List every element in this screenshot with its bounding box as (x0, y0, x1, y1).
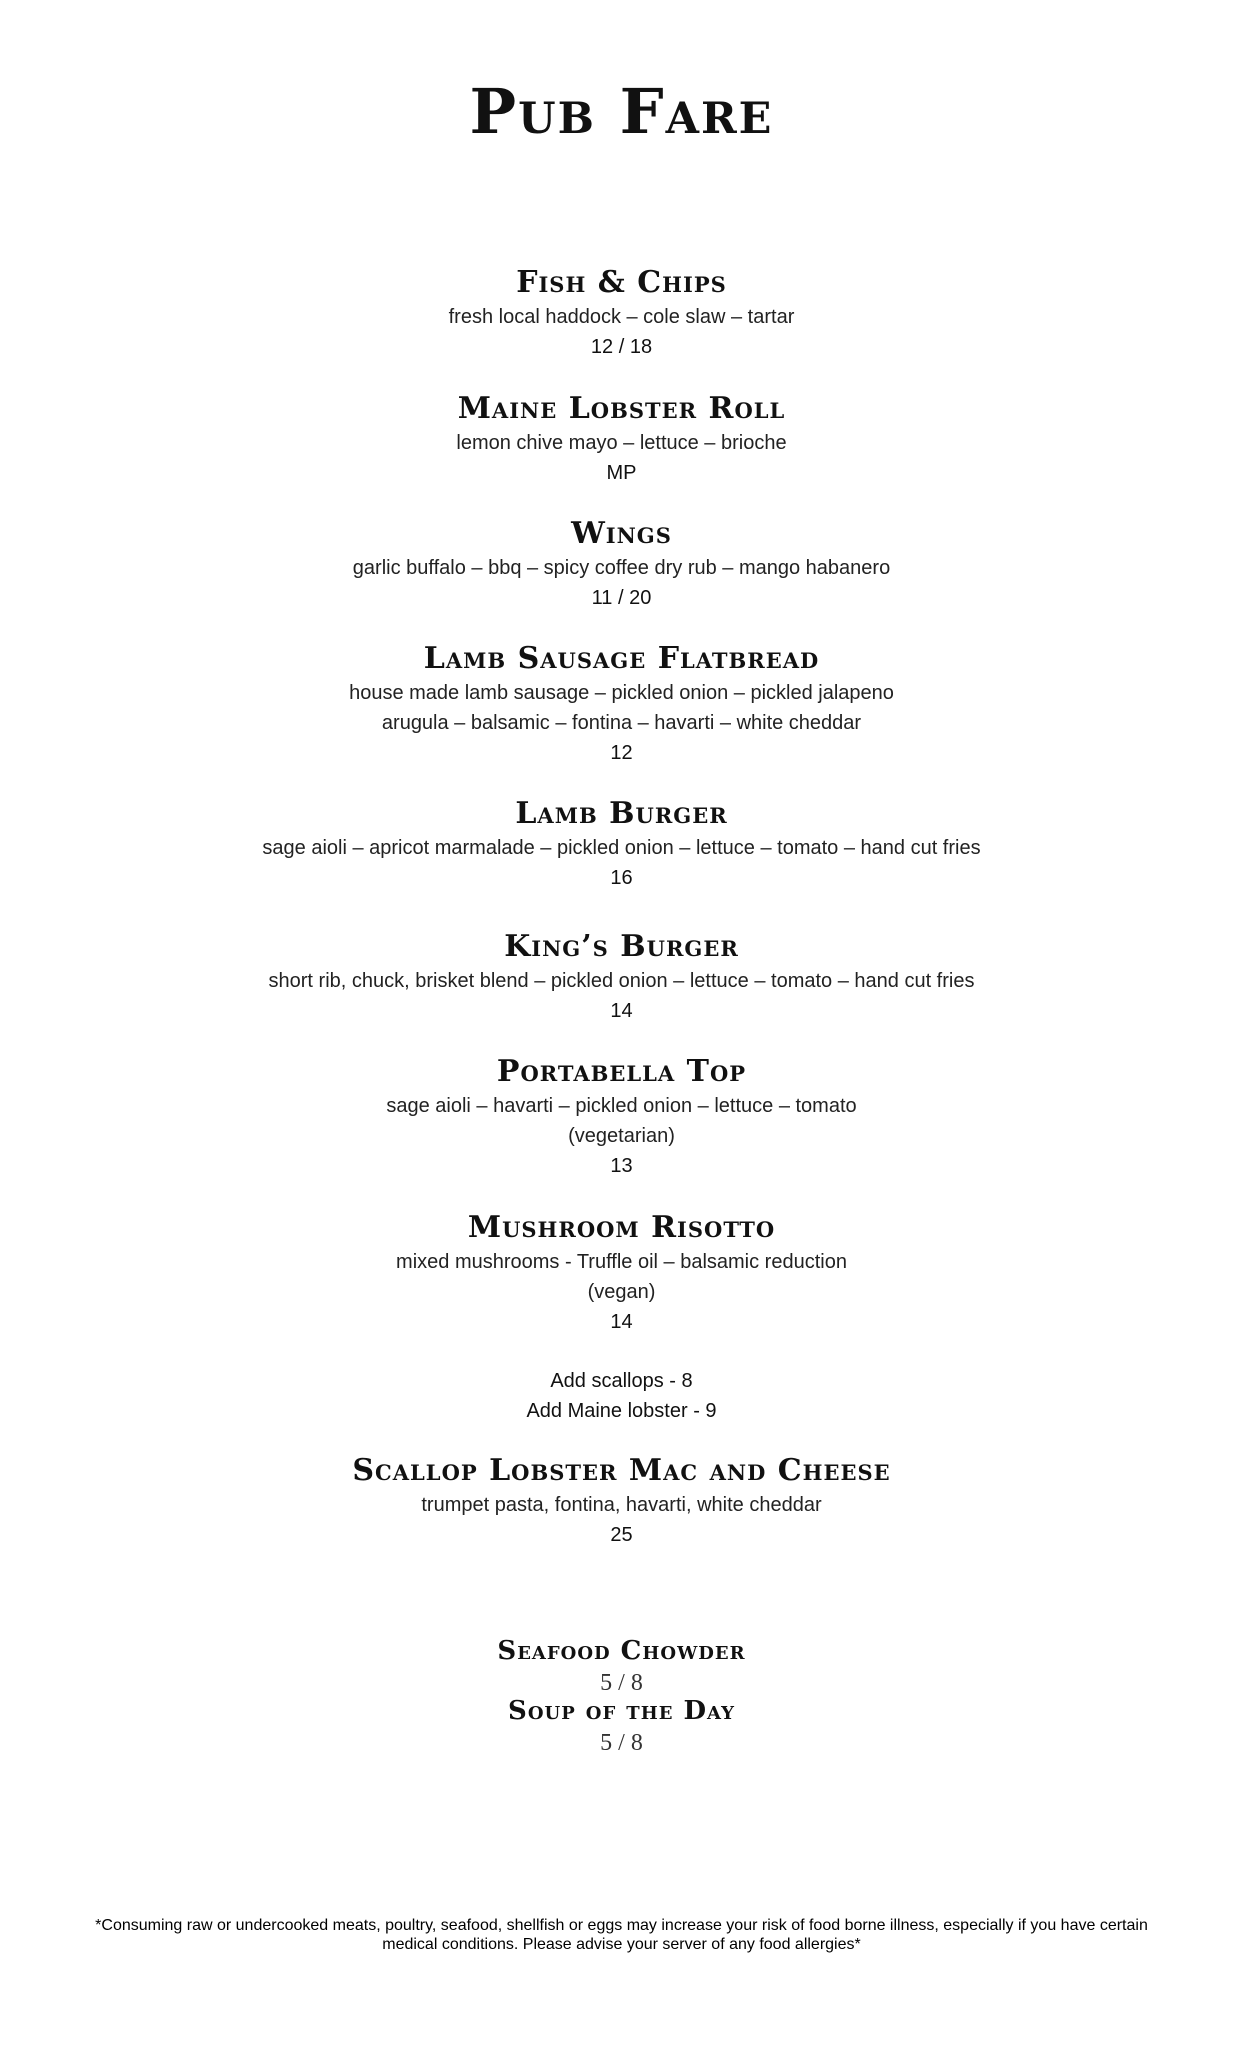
item-description: sage aioli – havarti – pickled onion – lettuce – tomato (386, 1095, 857, 1117)
item-name: Lamb Burger (515, 796, 728, 831)
item-description: garlic buffalo – bbq – spicy coffee dry rub – mango habanero (352, 557, 891, 579)
addon-option: Add Maine lobster - 9 (526, 1400, 717, 1422)
item-price: 25 (610, 1524, 633, 1546)
addon-option: Add scallops - 8 (550, 1370, 693, 1392)
item-description: trumpet pasta, fontina, havarti, white cheddar (421, 1494, 822, 1516)
soup-name: Seafood Chowder (497, 1636, 746, 1666)
item-description: house made lamb sausage – pickled onion – pickled jalapeno (349, 682, 894, 704)
item-price: MP (606, 462, 637, 484)
item-price: 14 (610, 1000, 633, 1022)
item-price: 12 / 18 (590, 336, 653, 358)
item-name: Wings (571, 516, 672, 551)
item-name: Mushroom Risotto (467, 1210, 776, 1245)
item-name: Scallop Lobster Mac and Cheese (352, 1453, 891, 1488)
item-description: mixed mushrooms - Truffle oil – balsamic reduction (396, 1251, 847, 1273)
item-price: 13 (610, 1155, 633, 1177)
item-name: King’s Burger (504, 929, 739, 964)
item-description: arugula – balsamic – fontina – havarti – white cheddar (381, 712, 862, 734)
item-price: 11 / 20 (591, 587, 652, 609)
item-description: sage aioli – apricot marmalade – pickled onion – lettuce – tomato – hand cut fries (262, 837, 981, 859)
item-name: Portabella Top (496, 1054, 747, 1089)
item-name: Fish & Chips (516, 265, 727, 300)
item-price: 14 (610, 1311, 633, 1333)
allergy-disclaimer: *Consuming raw or undercooked meats, poultry, seafood, shellfish or eggs may increase your risk of food borne illness, especially if you have certain medical conditions. Please advise your server of any food allergies* (95, 1917, 1148, 1953)
item-name: Lamb Sausage Flatbread (423, 641, 820, 676)
soup-price: 5 / 8 (600, 1730, 643, 1756)
item-description: lemon chive mayo – lettuce – brioche (456, 432, 787, 454)
page-title: Pub Fare (469, 75, 774, 148)
item-description: (vegan) (587, 1281, 656, 1303)
item-description: short rib, chuck, brisket blend – pickled onion – lettuce – tomato – hand cut fries (268, 970, 975, 992)
item-price: 12 (610, 742, 633, 764)
item-description: fresh local haddock – cole slaw – tartar (448, 306, 795, 328)
soup-name: Soup of the Day (508, 1696, 735, 1726)
soup-price: 5 / 8 (600, 1670, 643, 1696)
item-name: Maine Lobster Roll (457, 391, 786, 426)
item-price: 16 (610, 867, 633, 889)
item-description: (vegetarian) (568, 1125, 675, 1147)
